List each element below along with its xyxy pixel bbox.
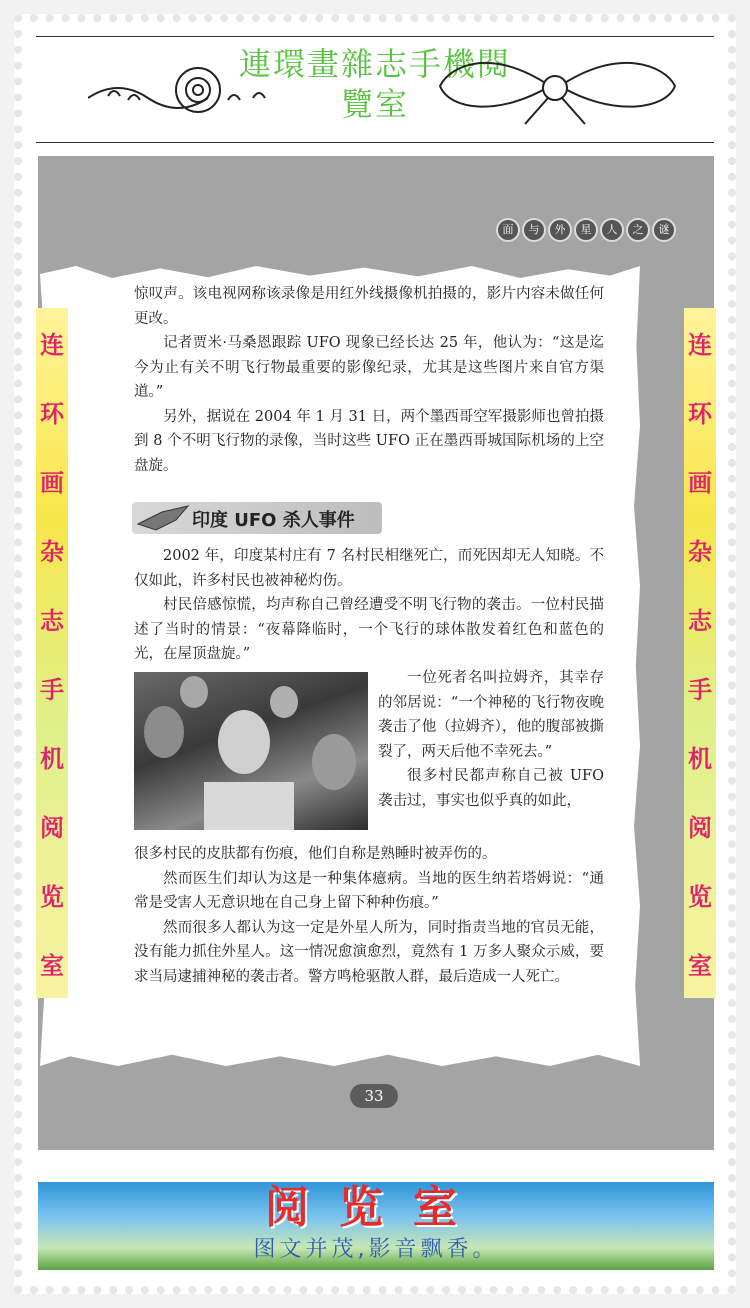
- side-strip-left: [36, 308, 68, 998]
- side-char: 画: [40, 469, 64, 497]
- paragraph: 村民倍感惊慌，均声称自己曾经遭受不明飞行物的袭击。一位村民描述了当时的情景：“夜幕降临时，一个飞行的球体散发着红色和蓝色的光，在屋顶盘旋。”: [134, 597, 604, 662]
- side-char: 杂: [688, 538, 712, 566]
- paragraph: 惊叹声。该电视网称该录像是用红外线摄像机拍摄的，影片内容未做任何更改。: [134, 286, 604, 327]
- section-tag: [496, 216, 676, 244]
- section-tag-char: 谜: [652, 218, 676, 242]
- paragraph: 另外，据说在 2004 年 1 月 31 日，两个墨西哥空军摄影师也曾拍摄到 8 个不明飞行物的录像，当时这些 UFO 正在墨西哥城国际机场的上空盘旋。: [134, 408, 604, 474]
- side-char: 环: [40, 400, 64, 428]
- side-char: 连: [40, 331, 64, 359]
- paragraph: 一位死者名叫拉姆齐，其幸存的邻居说：“一个神秘的飞行物夜晚袭击了他（拉姆齐），他的腹部被撕裂了，两天后他不幸死去。”: [378, 670, 604, 760]
- section-tag-char: 外: [548, 218, 572, 242]
- banner-title: 阅览室: [265, 1182, 487, 1233]
- side-char: 室: [40, 952, 64, 980]
- section-tag-char: 星: [574, 218, 598, 242]
- side-char: 志: [40, 607, 64, 635]
- photo-faces-icon: [134, 672, 368, 830]
- side-strip-right: [684, 308, 716, 998]
- side-char: 手: [40, 676, 64, 704]
- side-char: 览: [688, 883, 712, 911]
- side-char: 机: [688, 745, 712, 773]
- article-photo-side: [378, 666, 604, 813]
- paragraph: 记者贾米·马桑恩跟踪 UFO 现象已经长达 25 年，他认为：“这是迄今为止有关不明飞行物最重要的影像纪录，尤其是这些图片来自官方渠道。”: [134, 335, 604, 400]
- paragraph: 然而很多人都认为这一定是外星人所为，同时指责当地的官员无能，没有能力抓住外星人。这一情况愈演愈烈，竟然有 1 万多人聚众示威，要求当局逮捕神秘的袭击者。警方鸣枪驱散人群，最后造成一人死亡。: [134, 919, 604, 985]
- side-char: 画: [688, 469, 712, 497]
- title-line-1: 連環畫雜志手機閱: [238, 45, 511, 83]
- bow-decoration-icon: [430, 56, 680, 126]
- side-char: 环: [688, 400, 712, 428]
- paragraph: 2002 年，印度某村庄有 7 名村民相继死亡，而死因却无人知晓。不仅如此，许多村民也被神秘灼伤。: [134, 548, 604, 589]
- side-char: 阅: [40, 814, 64, 842]
- section-heading-text: 印度 UFO 杀人事件: [192, 510, 355, 531]
- bottom-banner[interactable]: [38, 1182, 714, 1270]
- section-heading: [132, 502, 382, 534]
- header-top-rule: [36, 36, 714, 37]
- title-line-2: 覽室: [340, 85, 409, 123]
- side-char: 览: [40, 883, 64, 911]
- side-char: 杂: [40, 538, 64, 566]
- header-bottom-rule: [36, 142, 714, 143]
- article-end: [134, 842, 604, 989]
- page-number: 33: [350, 1084, 398, 1108]
- section-tag-char: 面: [496, 218, 520, 242]
- article-intro: [134, 282, 604, 478]
- side-char: 连: [688, 331, 712, 359]
- paragraph: 很多村民都声称自己被 UFO 袭击过，事实也似乎真的如此，: [378, 768, 604, 809]
- section-tag-char: 人: [600, 218, 624, 242]
- paragraph: 然而医生们却认为这是一种集体癔病。当地的医生纳若塔姆说：“通常是受害人无意识地在自己身上留下种种伤痕。”: [134, 870, 604, 911]
- side-char: 手: [688, 676, 712, 704]
- ufo-decoration-icon: [136, 504, 190, 532]
- section-tag-char: 与: [522, 218, 546, 242]
- side-char: 志: [688, 607, 712, 635]
- banner-slogan: 图文并茂,影音飘香。: [253, 1237, 499, 1262]
- paragraph: 很多村民的皮肤都有伤痕，他们自称是熟睡时被弄伤的。: [134, 846, 497, 862]
- side-char: 阅: [688, 814, 712, 842]
- section-tag-char: 之: [626, 218, 650, 242]
- side-char: 室: [688, 952, 712, 980]
- article-body: [134, 544, 604, 667]
- side-char: 机: [40, 745, 64, 773]
- villagers-photo: [134, 672, 368, 830]
